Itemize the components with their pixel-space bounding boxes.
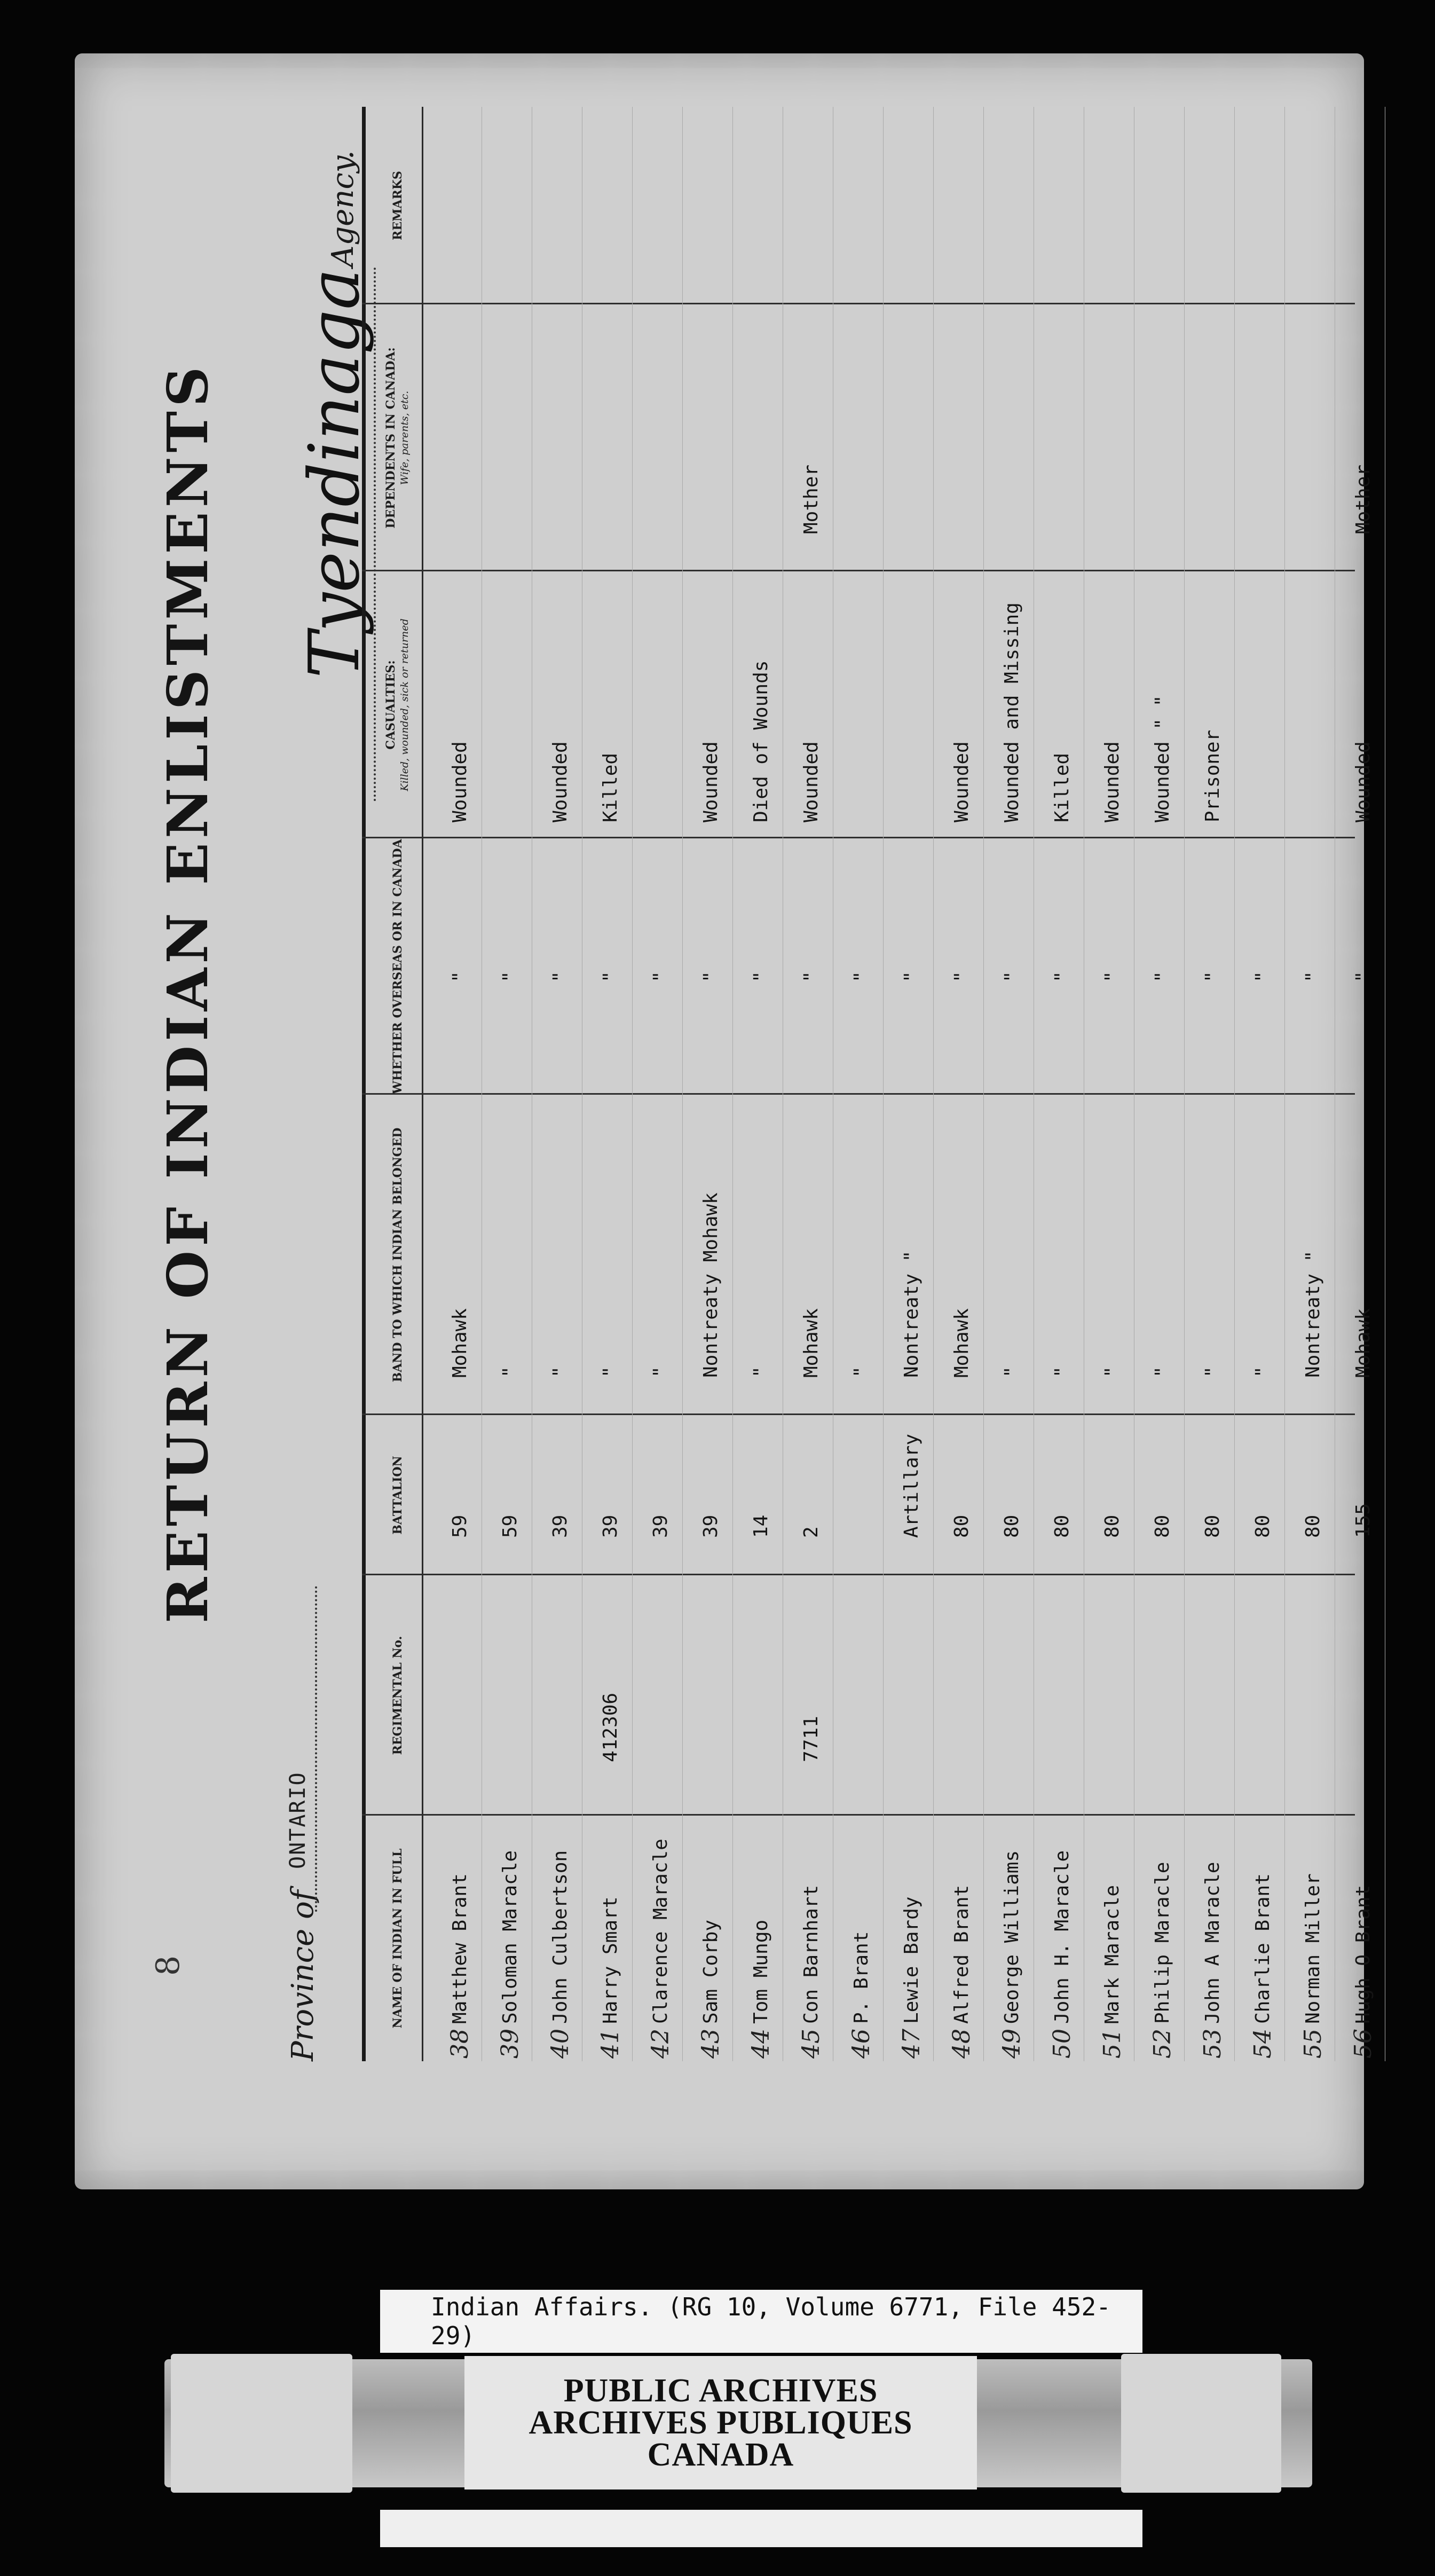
archive-reference-text: Indian Affairs. (RG 10, Volume 6771, File 452-29): [431, 2292, 1111, 2350]
cell-name: Alfred Brant: [951, 1884, 973, 2024]
cell-casualty: Wounded and Missing: [1001, 602, 1023, 822]
cell-battalion: 59: [449, 1514, 471, 1538]
cell-casualty: Wounded: [1352, 741, 1374, 822]
column-divider: [362, 837, 1355, 838]
archive-bottom-strip: [380, 2510, 1142, 2547]
row-number: 45: [798, 2029, 825, 2059]
header-band: [374, 1095, 422, 1415]
column-divider: [362, 1093, 1355, 1095]
cell-battalion: 80: [1051, 1514, 1073, 1538]
cell-name: John H. Maracle: [1051, 1850, 1073, 2024]
cell-casualty: Wounded: [951, 741, 973, 822]
cell-name: Harry Smart: [600, 1896, 621, 2024]
row-number: 48: [948, 2029, 975, 2059]
cell-overseas: ": [1252, 971, 1274, 983]
cell-casualty: Wounded: [700, 741, 722, 822]
cell-name: John Culbertson: [549, 1850, 571, 2024]
row-rule: [1184, 107, 1185, 2061]
cell-battalion: 39: [549, 1514, 571, 1538]
cell-battalion: 80: [1001, 1514, 1023, 1538]
agency-name: Tyendinaga: [294, 268, 375, 678]
row-rule: [732, 107, 733, 2061]
row-number: 44: [747, 2029, 775, 2059]
row-rule: [883, 107, 884, 2061]
cell-overseas: ": [549, 971, 571, 983]
cell-overseas: ": [700, 971, 722, 983]
cell-band: ": [1202, 1366, 1224, 1378]
cell-casualty: Wounded: [1101, 741, 1123, 822]
cell-battalion: 39: [700, 1514, 722, 1538]
cell-dependents: Mother: [800, 464, 822, 534]
clip-tab: [1121, 2354, 1281, 2493]
page-number: 8: [149, 1955, 187, 1976]
header-casualties-subtext: Killed, wounded, sick or returned: [399, 618, 411, 791]
cell-regimental: 7711: [800, 1716, 822, 1762]
row-number: 49: [998, 2029, 1026, 2059]
header-remarks: [374, 107, 422, 304]
cell-name: Lewie Bardy: [901, 1896, 922, 2024]
cell-name: P. Brant: [850, 1931, 872, 2024]
cell-band: ": [1051, 1366, 1073, 1378]
header-regimental: [374, 1575, 422, 1816]
header-casualties: [374, 571, 422, 838]
cell-band: ": [850, 1366, 872, 1378]
cell-battalion: 80: [1302, 1514, 1324, 1538]
row-rule: [682, 107, 683, 2061]
cell-name: Con Barnhart: [800, 1884, 822, 2024]
cell-name: Sam Corby: [700, 1919, 722, 2024]
row-number: 52: [1149, 2029, 1176, 2059]
cell-overseas: ": [1302, 971, 1324, 983]
cell-casualty: Wounded: [800, 741, 822, 822]
cell-band: Mohawk: [449, 1308, 471, 1378]
column-divider: [362, 1814, 1355, 1816]
row-number: 46: [848, 2029, 875, 2059]
cell-name: John A Maracle: [1202, 1862, 1224, 2024]
cell-name: Matthew Brant: [449, 1873, 471, 2024]
column-divider: [362, 303, 1355, 304]
cell-name: Soloman Maracle: [499, 1850, 521, 2024]
cell-name: Charlie Brant: [1252, 1873, 1274, 2024]
column-divider: [362, 570, 1355, 571]
header-regimental-text: REGIMENTAL No.: [391, 1636, 405, 1755]
cell-regimental: 412306: [600, 1692, 621, 1762]
row-number: 39: [496, 2029, 524, 2059]
cell-battalion: 59: [499, 1514, 521, 1538]
row-number: 42: [647, 2029, 674, 2059]
cell-battalion: 155: [1352, 1503, 1374, 1538]
table-header-rule: [422, 107, 423, 2061]
cell-overseas: ": [449, 971, 471, 983]
cell-dependents: Mother: [1352, 464, 1374, 534]
cell-band: Mohawk: [800, 1308, 822, 1378]
cell-battalion: 39: [600, 1514, 621, 1538]
row-number: 40: [547, 2029, 574, 2059]
cell-overseas: ": [750, 971, 772, 983]
header-casualties-text: CASUALTIES:: [384, 660, 398, 750]
cell-band: ": [600, 1366, 621, 1378]
stamp-line-3: CANADA: [647, 2437, 794, 2473]
stamp-line-2: ARCHIVES PUBLIQUES: [529, 2405, 913, 2441]
row-number: 43: [697, 2029, 724, 2059]
cell-overseas: ": [600, 971, 621, 983]
cell-battalion: 80: [1101, 1514, 1123, 1538]
row-number: 53: [1199, 2029, 1226, 2059]
cell-overseas: ": [1001, 971, 1023, 983]
cell-overseas: ": [1101, 971, 1123, 983]
province-label: Province of: [286, 1890, 320, 2061]
cell-band: Mohawk: [951, 1308, 973, 1378]
row-rule: [983, 107, 984, 2061]
cell-band: ": [1252, 1366, 1274, 1378]
row-number: 56: [1350, 2029, 1377, 2059]
cell-overseas: ": [1152, 971, 1173, 983]
cell-band: Nontreaty Mohawk: [700, 1192, 722, 1378]
cell-band: ": [750, 1366, 772, 1378]
column-divider: [362, 1413, 1355, 1415]
header-overseas: [374, 838, 422, 1095]
cell-battalion: Artillary: [901, 1433, 922, 1538]
agency-label: Agency.: [326, 150, 360, 267]
cell-battalion: 80: [1202, 1514, 1224, 1538]
province-underline: [315, 1586, 317, 1912]
table-top-rule: [362, 107, 366, 2061]
row-number: 51: [1099, 2029, 1126, 2059]
row-number: 50: [1048, 2029, 1076, 2059]
header-name: [374, 1816, 422, 2061]
cell-band: Nontreaty ": [901, 1250, 922, 1378]
cell-band: ": [549, 1366, 571, 1378]
enlistment-form-sheet: [75, 53, 1377, 2189]
cell-casualty: Wounded: [449, 741, 471, 822]
row-rule: [1284, 107, 1285, 2061]
header-battalion-text: BATTALION: [391, 1456, 405, 1535]
cell-battalion: 2: [800, 1526, 822, 1538]
cell-name: Norman Miller: [1302, 1873, 1324, 2024]
archive-reference-label: [380, 2290, 1142, 2353]
cell-battalion: 39: [650, 1514, 672, 1538]
row-rule: [632, 107, 633, 2061]
cell-name: Clarence Maracle: [650, 1839, 672, 2024]
header-remarks-text: REMARKS: [391, 171, 405, 240]
row-number: 54: [1249, 2029, 1276, 2059]
header-band-text: BAND TO WHICH INDIAN BELONGED: [391, 1127, 405, 1383]
cell-overseas: ": [1202, 971, 1224, 983]
header-dependents-subtext: Wife, parents, etc.: [399, 390, 411, 485]
clip-tab: [171, 2354, 352, 2493]
row-number: 55: [1299, 2029, 1327, 2059]
cell-band: ": [1001, 1366, 1023, 1378]
row-number: 41: [597, 2029, 624, 2059]
cell-casualty: Killed: [600, 752, 621, 822]
cell-name: Hugh O Brant: [1352, 1884, 1374, 2024]
province-value: ONTARIO: [286, 1771, 310, 1869]
cell-casualty: Wounded: [549, 741, 571, 822]
cell-casualty: Wounded " ": [1152, 695, 1173, 822]
header-name-text: NAME OF INDIAN IN FULL: [391, 1848, 405, 2029]
cell-band: ": [1152, 1366, 1173, 1378]
cell-name: Tom Mungo: [750, 1919, 772, 2024]
cell-name: Mark Maracle: [1101, 1884, 1123, 2024]
row-rule: [933, 107, 934, 2061]
column-divider: [362, 1574, 1355, 1575]
cell-band: ": [1101, 1366, 1123, 1378]
cell-band: ": [650, 1366, 672, 1378]
cell-overseas: ": [800, 971, 822, 983]
cell-band: ": [499, 1366, 521, 1378]
row-number: 38: [446, 2029, 474, 2059]
form-title: RETURN OF INDIAN ENLISTMENTS: [155, 362, 220, 1623]
cell-casualty: Prisoner: [1202, 729, 1224, 822]
header-dependents: [374, 304, 422, 571]
cell-overseas: ": [850, 971, 872, 983]
cell-name: George Williams: [1001, 1850, 1023, 2024]
cell-battalion: 14: [750, 1514, 772, 1538]
cell-band: Nontreaty ": [1302, 1250, 1324, 1378]
cell-overseas: ": [1051, 971, 1073, 983]
cell-battalion: 80: [951, 1514, 973, 1538]
public-archives-stamp: [464, 2356, 977, 2489]
cell-casualty: Killed: [1051, 752, 1073, 822]
cell-overseas: ": [901, 971, 922, 983]
header-dependents-text: DEPENDENTS IN CANADA:: [384, 347, 398, 529]
header-battalion: [374, 1415, 422, 1575]
cell-overseas: ": [951, 971, 973, 983]
row-number: 47: [898, 2029, 925, 2059]
cell-battalion: 80: [1152, 1514, 1173, 1538]
cell-band: Mohawk: [1352, 1308, 1374, 1378]
cell-overseas: ": [499, 971, 521, 983]
form-content: [75, 53, 1377, 2189]
header-overseas-text: WHETHER OVERSEAS OR IN CANADA: [391, 839, 405, 1094]
cell-overseas: ": [1352, 971, 1374, 983]
row-rule: [1234, 107, 1235, 2061]
stamp-line-1: PUBLIC ARCHIVES: [563, 2373, 878, 2409]
cell-battalion: 80: [1252, 1514, 1274, 1538]
cell-casualty: Died of Wounds: [750, 660, 772, 822]
cell-name: Philip Maracle: [1152, 1862, 1173, 2024]
cell-overseas: ": [650, 971, 672, 983]
